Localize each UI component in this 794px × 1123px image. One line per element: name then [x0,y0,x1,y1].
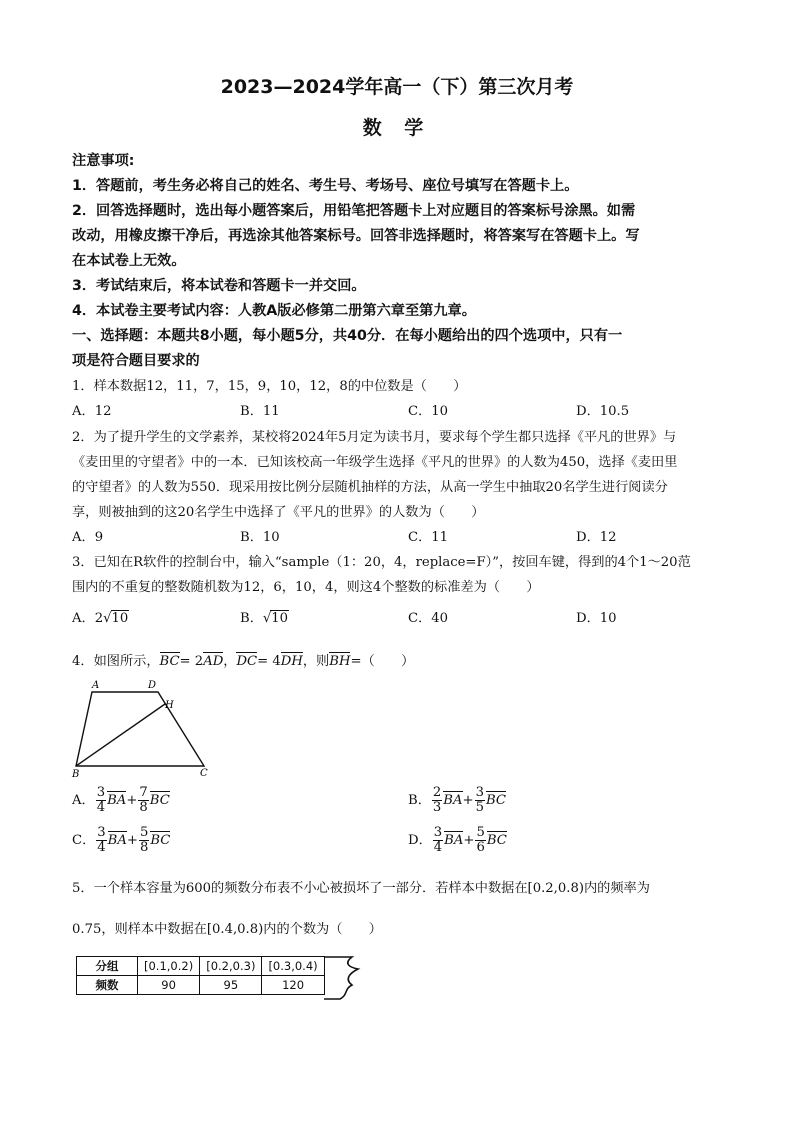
question-2-line: 享，则被抽到的这20名学生中选择了《平凡的世界》的人数为（ ） [72,505,485,520]
table-cell: [0.2,0.3) [200,957,262,976]
q3-option-d: D．10 [576,611,617,626]
torn-edge-mark [322,955,367,1001]
q1-option-c: C．10 [408,404,449,419]
question-3-line: 围内的不重复的整数随机数为12，6，10，4，则这4个整数的标准差为（ ） [72,580,540,595]
exam-title: 2023—2024学年高一（下）第三次月考 [220,76,574,98]
q2-option-c: C．11 [408,530,449,545]
section-heading-cont: 项是符合题目要求的 [72,353,200,369]
vector-dh: DH [280,654,303,669]
q3-option-c: C．40 [408,611,449,626]
q3-option-a: A．2√10 [72,611,129,626]
trapezoid-figure [70,678,215,778]
radicand: 10 [111,611,129,626]
table-cell: [0.1,0.2) [138,957,200,976]
table-cell: 120 [262,976,324,995]
table-cell: [0.3,0.4) [262,957,324,976]
notice-heading: 注意事项: [72,153,135,169]
table-cell: 90 [138,976,200,995]
q1-option-b: B．11 [240,404,280,419]
q4-option-b: B． $\frac{2}{3}$ BA+ $\frac{3}{5}$ BC [408,785,506,815]
question-2-line: 《麦田里的守望者》中的一本．已知该校高一年级学生选择《平凡的世界》的人数为450，选择《麦田里 [72,455,678,470]
vector-bh: BH [329,654,351,669]
table-row [77,957,325,976]
question-4-stem: 4．如图所示，BC= 2AD，DC= 4DH，则BH=（ ） [72,654,415,669]
label-d: D [148,680,157,691]
question-5-line: 0.75，则样本中数据在[0.4,0.8)内的个数为（ ） [72,922,382,937]
frequency-table [76,956,325,995]
q4-option-d: D． $\frac{3}{4}$ BA+ $\frac{5}{6}$ BC [408,825,507,855]
table-cell: 频数 [77,976,138,995]
q2-option-d: D．12 [576,530,617,545]
q2-option-a: A．9 [72,530,104,545]
question-3-line: 3．已知在R软件的控制台中，输入“sample（1：20，4，replace=F）”，按回车键，得到的4个1～20范 [72,555,691,570]
notice-item: 1．答题前，考生务必将自己的姓名、考生号、考场号、座位号填写在答题卡上。 [72,178,579,194]
q1-option-d: D．10.5 [576,404,630,419]
label-b: B [72,769,80,778]
segment-bh [76,704,165,766]
subject-title: 数 学 [362,117,432,139]
notice-item: 4．本试卷主要考试内容：人教A版必修第二册第六章至第九章。 [72,303,476,319]
question-5-line: 5．一个样本容量为600的频数分布表不小心被损坏了一部分．若样本中数据在[0.2,0.8)内的频率为 [72,881,650,896]
vector-dc: DC [236,654,258,669]
label-c: C [200,768,208,778]
question-1-stem: 1．样本数据12，11，7，15，9，10，12，8的中位数是（ ） [72,379,467,394]
notice-item: 3．考试结束后，将本试卷和答题卡一并交回。 [72,278,366,294]
q3-option-b: B．√10 [240,611,289,626]
vector-bc: BC [159,654,180,669]
notice-item: 改动，用橡皮擦干净后，再选涂其他答案标号。回答非选择题时，将答案写在答题卡上。写 [72,228,640,244]
section-heading: 一、选择题：本题共8小题，每小题5分，共40分．在每小题给出的四个选项中，只有一 [72,328,623,344]
q4-option-c: C． $\frac{3}{4}$ BA+ $\frac{5}{8}$ BC [72,825,171,855]
radicand: 10 [271,611,289,626]
vector-ad: AD [203,654,224,669]
notice-item: 在本试卷上无效。 [72,253,186,269]
question-2-line: 的守望者》的人数为550．现采用按比例分层随机抽样的方法，从高一学生中抽取20名学生进行阅读分 [72,480,668,495]
label-a: A [92,680,100,691]
table-cell: 分组 [77,957,138,976]
notice-item: 2．回答选择题时，选出每小题答案后，用铅笔把答题卡上对应题目的答案标号涂黑。如需 [72,203,636,219]
table-cell: 95 [200,976,262,995]
label-h: H [165,700,174,711]
q2-option-b: B．10 [240,530,280,545]
trapezoid-outline [76,692,204,766]
question-2-line: 2．为了提升学生的文学素养，某校将2024年5月定为读书月，要求每个学生都只选择《平凡的世界》与 [72,430,677,445]
q1-option-a: A．12 [72,404,112,419]
q4-option-a: A． $\frac{3}{4}$ BA+ $\frac{7}{8}$ BC [72,785,170,815]
table-row [77,976,325,995]
